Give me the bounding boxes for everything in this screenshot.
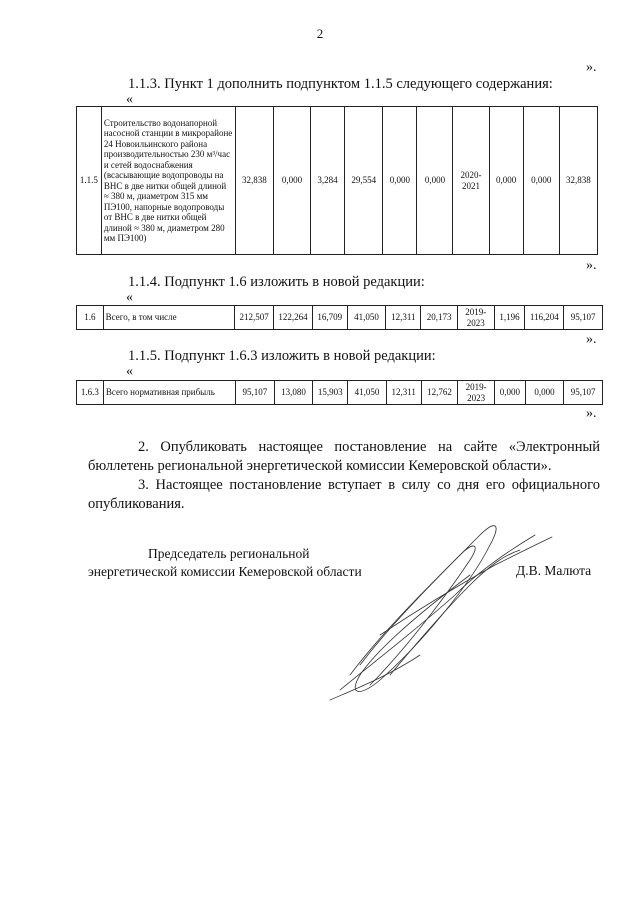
value-cell: 3,284 — [310, 107, 344, 255]
section-heading: 1.1.3. Пункт 1 дополнить подпунктом 1.1.5 следующего содержания: — [128, 76, 553, 92]
signatory-title-line1: Председатель региональной — [148, 546, 310, 561]
value-cell: 95,107 — [564, 306, 603, 330]
row-description: Строительство водонапорной насосной станции в микрорайоне 24 Новоильинского района производительностью 230 м³/час и сетей водоснабжения (всасывающие водопроводы на ВНС в две нитки общей длиной ≈ 380 м, диаметром 315 мм ПЭ100, напорные водопроводы от ВНС в две нитки общей длиной ≈ 380 м, диаметром 280 мм ПЭ100) — [101, 107, 235, 255]
body-text — [88, 438, 600, 514]
value-cell: 16,709 — [312, 306, 347, 330]
opening-quote: « — [126, 92, 133, 107]
section-heading: 1.1.4. Подпункт 1.6 изложить в новой редакции: — [128, 274, 425, 290]
period-cell: 2019- 2023 — [458, 381, 495, 405]
data-table — [76, 106, 598, 255]
value-cell: 212,507 — [235, 306, 274, 330]
closing-quote: ». — [586, 332, 597, 347]
table-row — [77, 306, 603, 330]
value-cell: 12,311 — [386, 381, 421, 405]
row-description: Всего, в том числе — [103, 306, 235, 330]
value-cell: 1,196 — [494, 306, 525, 330]
value-cell: 122,264 — [274, 306, 313, 330]
value-cell: 0,000 — [489, 107, 523, 255]
value-cell: 0,000 — [494, 381, 525, 405]
opening-quote: « — [126, 364, 133, 379]
value-cell: 95,107 — [235, 381, 274, 405]
opening-quote: « — [126, 290, 133, 305]
handwritten-signature — [320, 515, 560, 705]
value-cell: 0,000 — [273, 107, 310, 255]
period-cell: 2019- 2023 — [457, 306, 494, 330]
page-number: 2 — [316, 26, 324, 41]
value-cell: 32,838 — [559, 107, 597, 255]
value-cell: 12,762 — [421, 381, 458, 405]
signatory-name: Д.В. Малюта — [516, 563, 592, 578]
period-cell: 2020- 2021 — [453, 107, 489, 255]
value-cell: 0,000 — [417, 107, 453, 255]
closing-quote: ». — [586, 258, 597, 273]
signatory-title-line2: энергетической комиссии Кемеровской области — [88, 564, 362, 579]
data-table — [76, 305, 603, 330]
paragraph-effective: 3. Настоящее постановление вступает в силу со дня его официального опубликования. — [88, 477, 600, 512]
value-cell: 41,050 — [347, 306, 386, 330]
row-number: 1.6 — [77, 306, 104, 330]
value-cell: 41,050 — [348, 381, 387, 405]
data-table — [76, 380, 603, 405]
closing-quote: ». — [586, 60, 597, 75]
value-cell: 20,173 — [421, 306, 458, 330]
value-cell: 0,000 — [525, 381, 564, 405]
value-cell: 116,204 — [525, 306, 564, 330]
value-cell: 15,903 — [313, 381, 348, 405]
value-cell: 12,311 — [386, 306, 421, 330]
paragraph-publish: 2. Опубликовать настоящее постановление на сайте «Электронный бюллетень региональной энергетической комиссии Кемеровской области». — [88, 439, 600, 474]
value-cell: 32,838 — [235, 107, 273, 255]
table-row — [77, 381, 603, 405]
value-cell: 0,000 — [523, 107, 559, 255]
closing-quote: ». — [586, 406, 597, 421]
row-number: 1.1.5 — [77, 107, 102, 255]
row-description: Всего нормативная прибыль — [103, 381, 235, 405]
value-cell: 0,000 — [383, 107, 417, 255]
value-cell: 29,554 — [345, 107, 383, 255]
row-number: 1.6.3 — [77, 381, 104, 405]
table-row — [77, 107, 598, 255]
value-cell: 95,107 — [564, 381, 603, 405]
section-heading: 1.1.5. Подпункт 1.6.3 изложить в новой редакции: — [128, 348, 436, 364]
value-cell: 13,080 — [274, 381, 313, 405]
